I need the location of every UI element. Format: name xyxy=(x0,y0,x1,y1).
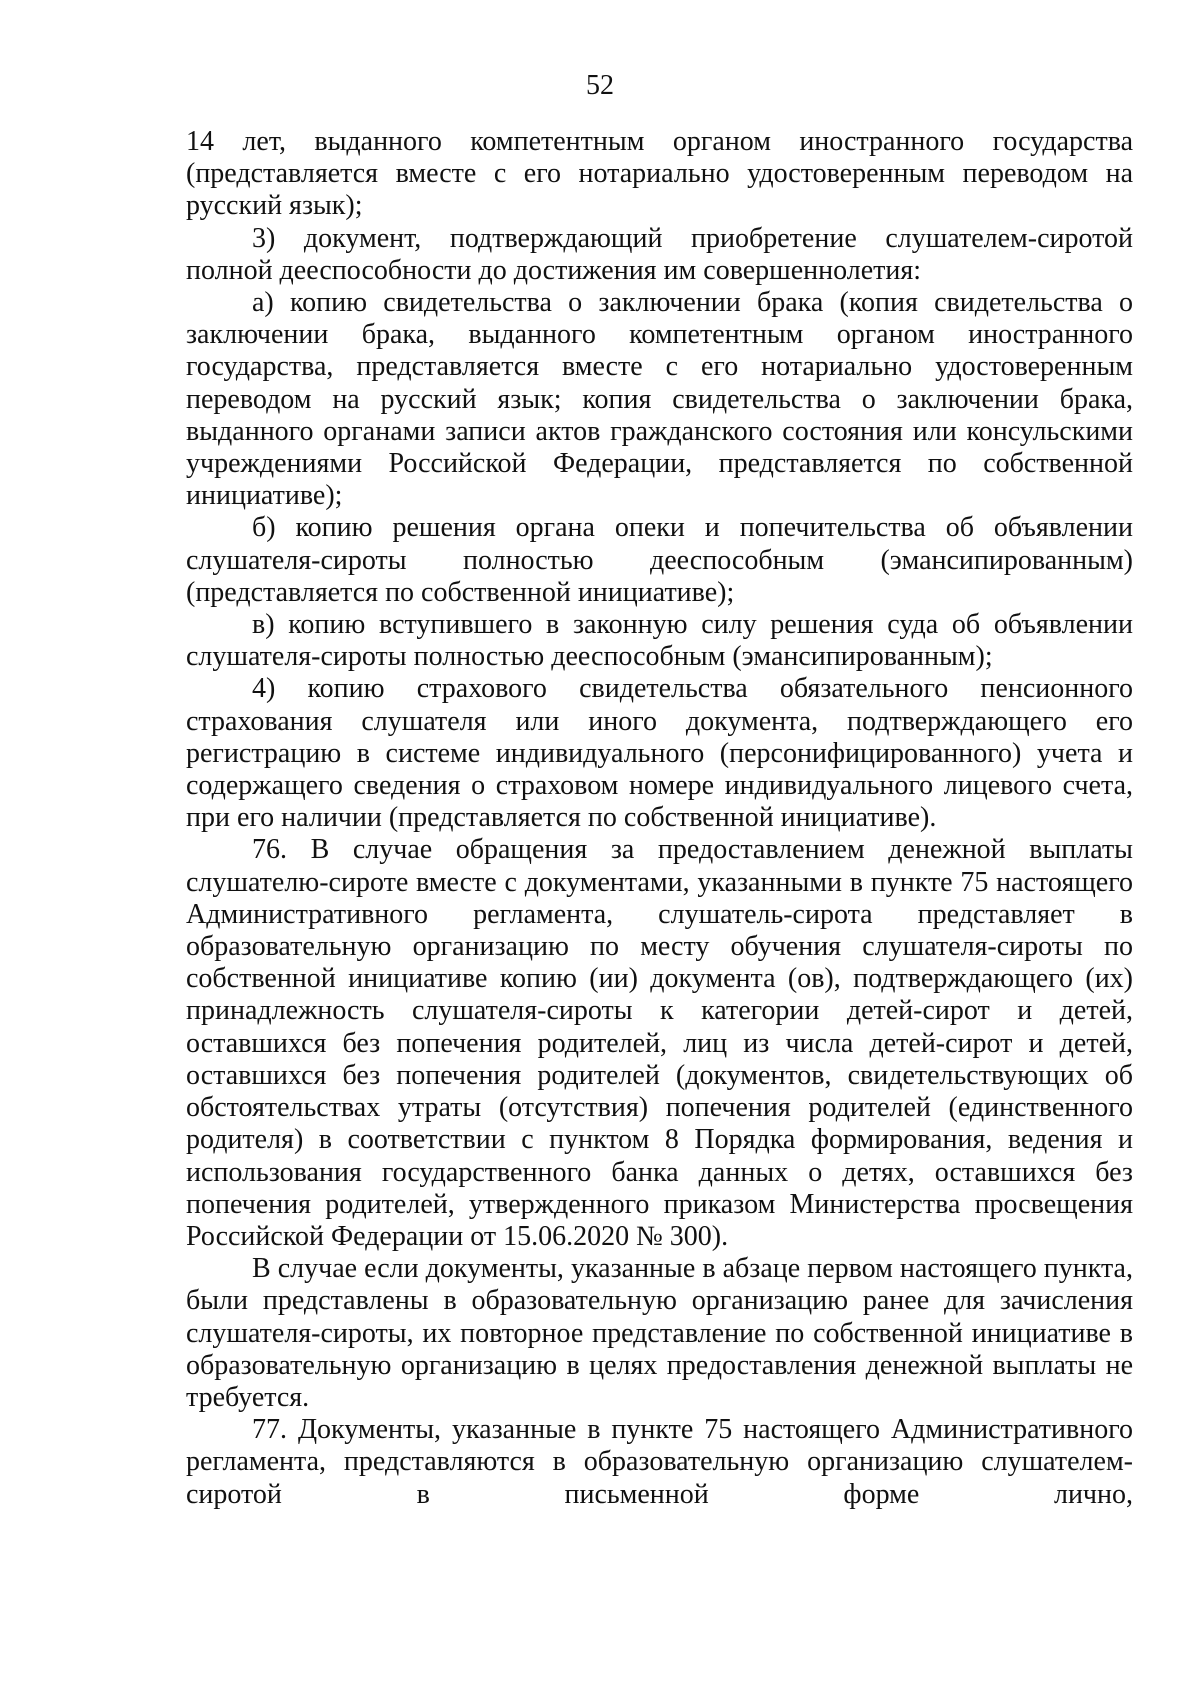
page-number: 52 xyxy=(586,70,614,101)
paragraph-item-4: 4) копию страхового свидетельства обязательного пенсионного страхования слушателя или иного документа, подтверждающего его регистрацию в системе индивидуального (персонифицированного) учета и содержащего сведения о страховом номере индивидуального лицевого счета, при его наличии (представляется по собственной инициативе). xyxy=(186,673,1133,834)
paragraph-continuation: 14 лет, выданного компетентным органом иностранного государства (представляется вместе с его нотариально удостоверенным переводом на русский язык); xyxy=(186,126,1133,222)
document-body xyxy=(186,126,1133,1511)
paragraph-item-3: 3) документ, подтверждающий приобретение слушателем-сиротой полной дееспособности до достижения им совершеннолетия: xyxy=(186,222,1133,286)
paragraph-item-3b: б) копию решения органа опеки и попечительства об объявлении слушателя-сироты полностью дееспособным (эмансипированным) (представляется по собственной инициативе); xyxy=(186,512,1133,608)
paragraph-77: 77. Документы, указанные в пункте 75 настоящего Административного регламента, представляются в образовательную организацию слушателем-сиротой в письменной форме лично, xyxy=(186,1414,1133,1510)
paragraph-item-3v: в) копию вступившего в законную силу решения суда об объявлении слушателя-сироты полностью дееспособным (эмансипированным); xyxy=(186,609,1133,673)
paragraph-76-second: В случае если документы, указанные в абзаце первом настоящего пункта, были представлены в образовательную организацию ранее для зачисления слушателя-сироты, их повторное представление по собственной инициативе в образовательную организацию в целях предоставления денежной выплаты не требуется. xyxy=(186,1253,1133,1413)
paragraph-76: 76. В случае обращения за предоставлением денежной выплаты слушателю-сироте вместе с документами, указанными в пункте 75 настоящего Административного регламента, слушатель-сирота представляет в образовательную организацию по месту обучения слушателя-сироты по собственной инициативе копию (ии) документа (ов), подтверждающего (их) принадлежность слушателя-сироты к категории детей-сирот и детей, оставшихся без попечения родителей, лиц из числа детей-сирот и детей, оставшихся без попечения родителей (документов, свидетельствующих об обстоятельствах утраты (отсутствия) попечения родителей (единственного родителя) в соответствии с пунктом 8 Порядка формирования, ведения и использования государственного банка данных о детях, оставшихся без попечения родителей, утвержденного приказом Министерства просвещения Российской Федерации от 15.06.2020 № 300). xyxy=(186,834,1133,1252)
paragraph-item-3a: а) копию свидетельства о заключении брака (копия свидетельства о заключении брака, выданного компетентным органом иностранного государства, представляется вместе с его нотариально удостоверенным переводом на русский язык; копия свидетельства о заключении брака, выданного органами записи актов гражданского состояния или консульскими учреждениями Российской Федерации, представляется по собственной инициативе); xyxy=(186,287,1133,512)
